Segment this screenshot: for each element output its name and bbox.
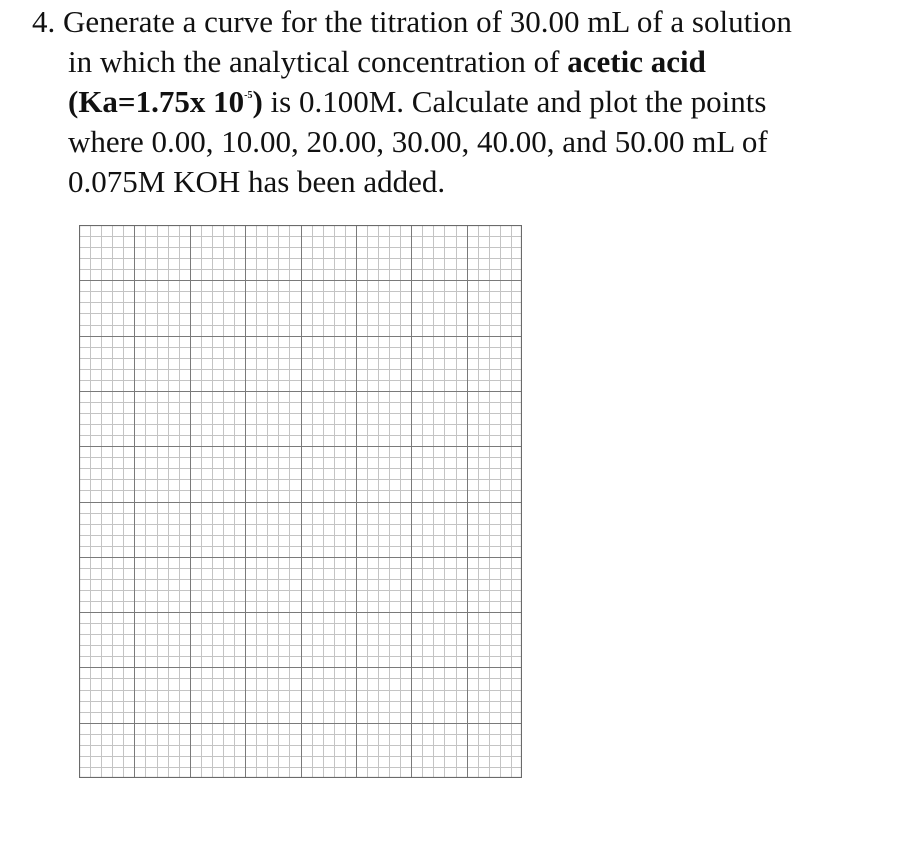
problem-line-4: [32, 122, 892, 162]
graph-paper-grid: [79, 225, 522, 778]
problem-line-4-text: where 0.00, 10.00, 20.00, 30.00, 40.00, and 50.00 mL of: [68, 124, 768, 159]
problem-line-2-text: in which the analytical concentration of: [68, 44, 568, 79]
ka-suffix: ): [252, 84, 263, 119]
problem-line-3: [32, 82, 892, 122]
acetic-acid-label: acetic acid: [567, 44, 706, 79]
ka-prefix: (Ka=1.75x 10: [68, 84, 245, 119]
minor-grid-lines: [79, 225, 522, 778]
problem-line-1-text: Generate a curve for the titration of 30.00 mL of a solution: [63, 4, 792, 39]
problem-line-5-text: 0.075M KOH has been added.: [68, 164, 446, 199]
problem-line-1: [32, 2, 892, 42]
ka-value-label: [68, 84, 263, 119]
problem-number: 4.: [32, 4, 56, 39]
problem-line-5: [32, 162, 892, 202]
problem-statement: [32, 2, 892, 202]
problem-line-3-text: is 0.100M. Calculate and plot the points: [262, 84, 767, 119]
problem-line-2: [32, 42, 892, 82]
ka-exponent: -5: [244, 90, 253, 101]
